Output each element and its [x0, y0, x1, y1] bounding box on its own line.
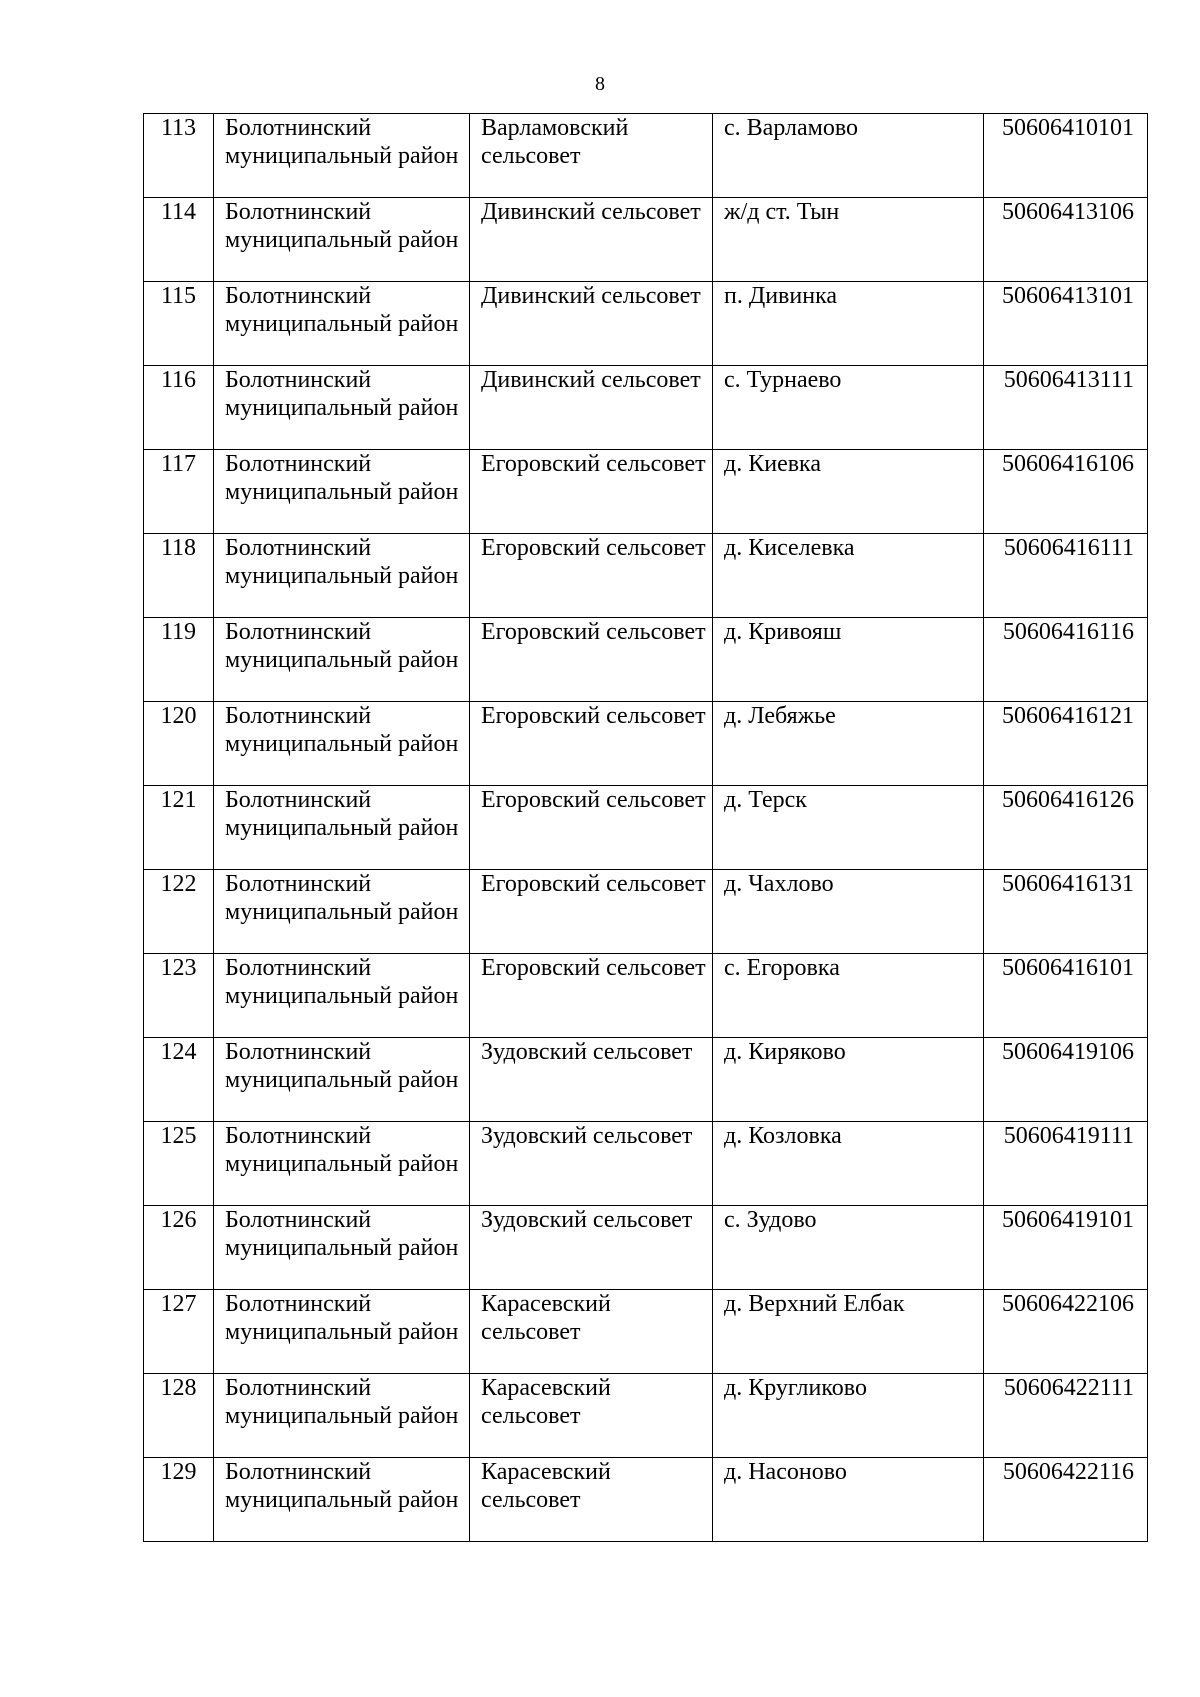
settlement-text: Егоровский сельсовет	[481, 955, 706, 981]
row-number-cell	[144, 282, 214, 366]
row-number-text: 115	[160, 283, 197, 309]
code-text: 50606416131	[1002, 871, 1134, 897]
district-cell	[214, 1038, 470, 1122]
settlement-text: Зудовский сельсовет	[481, 1123, 693, 1149]
settlement-cell	[470, 282, 713, 366]
code-cell	[984, 114, 1148, 198]
settlement-cell	[470, 870, 713, 954]
row-number-cell	[144, 1122, 214, 1206]
code-cell	[984, 870, 1148, 954]
district-text: Болотнинский муниципальный район	[225, 955, 459, 1009]
settlement-cell	[470, 1374, 713, 1458]
settlement-text: Егоровский сельсовет	[481, 703, 706, 729]
table-row	[144, 954, 1148, 1038]
locality-cell	[713, 1290, 984, 1374]
settlement-cell	[470, 954, 713, 1038]
row-number-cell	[144, 1290, 214, 1374]
locality-text: д. Кругликово	[724, 1375, 867, 1401]
table-row	[144, 534, 1148, 618]
locality-cell	[713, 1122, 984, 1206]
district-text: Болотнинский муниципальный район	[225, 871, 459, 925]
code-text: 50606413106	[1002, 199, 1134, 225]
code-cell	[984, 1206, 1148, 1290]
locality-text: с. Турнаево	[724, 367, 842, 393]
table-row	[144, 702, 1148, 786]
district-text: Болотнинский муниципальный район	[225, 1291, 459, 1345]
row-number-text: 113	[160, 115, 197, 141]
district-cell	[214, 618, 470, 702]
code-cell	[984, 366, 1148, 450]
code-cell	[984, 954, 1148, 1038]
settlement-cell	[470, 198, 713, 282]
district-cell	[214, 1458, 470, 1542]
code-cell	[984, 702, 1148, 786]
code-text: 50606416106	[1002, 451, 1134, 477]
code-text: 50606416126	[1002, 787, 1134, 813]
district-text: Болотнинский муниципальный район	[225, 1375, 459, 1429]
row-number-text: 121	[160, 787, 197, 813]
row-number-cell	[144, 366, 214, 450]
district-text: Болотнинский муниципальный район	[225, 1039, 459, 1093]
settlement-cell	[470, 114, 713, 198]
locality-cell	[713, 198, 984, 282]
table-row	[144, 198, 1148, 282]
locality-text: с. Варламово	[724, 115, 858, 141]
row-number-text: 128	[160, 1375, 197, 1401]
settlement-cell	[470, 1038, 713, 1122]
table-row	[144, 618, 1148, 702]
district-text: Болотнинский муниципальный район	[225, 1123, 459, 1177]
table-row	[144, 1038, 1148, 1122]
settlement-text: Зудовский сельсовет	[481, 1039, 693, 1065]
code-cell	[984, 450, 1148, 534]
locality-cell	[713, 1206, 984, 1290]
district-text: Болотнинский муниципальный район	[225, 199, 459, 253]
settlement-cell	[470, 450, 713, 534]
locality-cell	[713, 618, 984, 702]
code-text: 50606422116	[1002, 1459, 1134, 1485]
locality-cell	[713, 870, 984, 954]
district-cell	[214, 1290, 470, 1374]
district-text: Болотнинский муниципальный район	[225, 367, 459, 421]
code-cell	[984, 786, 1148, 870]
table-row	[144, 450, 1148, 534]
district-cell	[214, 198, 470, 282]
locality-cell	[713, 954, 984, 1038]
row-number-cell	[144, 954, 214, 1038]
row-number-cell	[144, 450, 214, 534]
district-cell	[214, 1122, 470, 1206]
code-cell	[984, 1122, 1148, 1206]
row-number-text: 122	[160, 871, 197, 897]
row-number-cell	[144, 786, 214, 870]
code-cell	[984, 1458, 1148, 1542]
district-cell	[214, 870, 470, 954]
row-number-cell	[144, 1374, 214, 1458]
table-row	[144, 870, 1148, 954]
settlement-cell	[470, 702, 713, 786]
code-text: 50606422106	[1002, 1291, 1134, 1317]
row-number-cell	[144, 618, 214, 702]
settlement-text: Егоровский сельсовет	[481, 619, 706, 645]
district-text: Болотнинский муниципальный район	[225, 787, 459, 841]
district-cell	[214, 282, 470, 366]
row-number-text: 129	[160, 1459, 197, 1485]
code-text: 50606413101	[1002, 283, 1134, 309]
settlement-text: Карасевский сельсовет	[481, 1375, 611, 1429]
locality-text: с. Зудово	[724, 1207, 817, 1233]
settlement-text: Егоровский сельсовет	[481, 451, 706, 477]
row-number-cell	[144, 1038, 214, 1122]
settlement-text: Карасевский сельсовет	[481, 1291, 611, 1345]
settlement-cell	[470, 786, 713, 870]
table-row	[144, 366, 1148, 450]
code-text: 50606416101	[1002, 955, 1134, 981]
settlement-text: Дивинский сельсовет	[481, 367, 701, 393]
district-cell	[214, 114, 470, 198]
code-cell	[984, 282, 1148, 366]
row-number-cell	[144, 870, 214, 954]
settlement-cell	[470, 1458, 713, 1542]
table-row	[144, 1206, 1148, 1290]
locality-text: д. Козловка	[724, 1123, 842, 1149]
row-number-cell	[144, 1458, 214, 1542]
code-cell	[984, 618, 1148, 702]
locality-cell	[713, 1458, 984, 1542]
settlement-text: Варламовский сельсовет	[481, 115, 629, 169]
settlement-text: Дивинский сельсовет	[481, 199, 701, 225]
settlement-text: Егоровский сельсовет	[481, 535, 706, 561]
locality-text: с. Егоровка	[724, 955, 840, 981]
district-text: Болотнинский муниципальный район	[225, 115, 459, 169]
row-number-text: 119	[160, 619, 197, 645]
code-cell	[984, 1290, 1148, 1374]
locality-text: д. Чахлово	[724, 871, 834, 897]
locality-cell	[713, 1038, 984, 1122]
locality-text: д. Киевка	[724, 451, 821, 477]
code-text: 50606416121	[1002, 703, 1134, 729]
code-text: 50606419101	[1002, 1207, 1134, 1233]
locality-text: д. Киряково	[724, 1039, 846, 1065]
settlement-cell	[470, 1206, 713, 1290]
district-cell	[214, 450, 470, 534]
row-number-cell	[144, 534, 214, 618]
district-cell	[214, 1374, 470, 1458]
district-text: Болотнинский муниципальный район	[225, 703, 459, 757]
settlement-cell	[470, 366, 713, 450]
locality-text: д. Лебяжье	[724, 703, 836, 729]
code-cell	[984, 1038, 1148, 1122]
page-number: 8	[595, 73, 605, 95]
code-cell	[984, 198, 1148, 282]
table-row	[144, 1122, 1148, 1206]
row-number-text: 120	[160, 703, 197, 729]
locality-text: д. Киселевка	[724, 535, 855, 561]
settlement-text: Дивинский сельсовет	[481, 283, 701, 309]
settlement-cell	[470, 1290, 713, 1374]
row-number-cell	[144, 114, 214, 198]
locality-cell	[713, 534, 984, 618]
district-cell	[214, 954, 470, 1038]
row-number-text: 116	[160, 367, 197, 393]
row-number-text: 126	[160, 1207, 197, 1233]
table-row	[144, 282, 1148, 366]
settlement-text: Зудовский сельсовет	[481, 1207, 693, 1233]
district-text: Болотнинский муниципальный район	[225, 619, 459, 673]
code-text: 50606410101	[1002, 115, 1134, 141]
settlements-table	[143, 113, 1148, 1542]
district-cell	[214, 1206, 470, 1290]
code-cell	[984, 1374, 1148, 1458]
district-text: Болотнинский муниципальный район	[225, 535, 459, 589]
district-text: Болотнинский муниципальный район	[225, 451, 459, 505]
row-number-text: 127	[160, 1291, 197, 1317]
locality-text: д. Терск	[724, 787, 807, 813]
settlement-text: Егоровский сельсовет	[481, 871, 706, 897]
settlement-cell	[470, 534, 713, 618]
locality-text: д. Кривояш	[724, 619, 842, 645]
locality-cell	[713, 702, 984, 786]
table-row	[144, 1374, 1148, 1458]
locality-text: д. Верхний Елбак	[724, 1291, 905, 1317]
locality-cell	[713, 114, 984, 198]
code-text: 50606416111	[1003, 535, 1134, 561]
table-body	[144, 114, 1148, 1542]
locality-cell	[713, 282, 984, 366]
row-number-cell	[144, 198, 214, 282]
code-cell	[984, 534, 1148, 618]
code-text: 50606416116	[1002, 619, 1134, 645]
district-cell	[214, 366, 470, 450]
district-text: Болотнинский муниципальный район	[225, 1207, 459, 1261]
settlement-cell	[470, 618, 713, 702]
district-cell	[214, 702, 470, 786]
settlement-text: Карасевский сельсовет	[481, 1459, 611, 1513]
district-text: Болотнинский муниципальный район	[225, 283, 459, 337]
settlement-cell	[470, 1122, 713, 1206]
table-row	[144, 114, 1148, 198]
row-number-text: 117	[160, 451, 197, 477]
locality-text: ж/д ст. Тын	[724, 199, 840, 225]
district-cell	[214, 786, 470, 870]
code-text: 50606413111	[1003, 367, 1134, 393]
table-row	[144, 1290, 1148, 1374]
row-number-text: 114	[160, 199, 197, 225]
row-number-text: 124	[160, 1039, 197, 1065]
locality-cell	[713, 786, 984, 870]
row-number-cell	[144, 1206, 214, 1290]
row-number-cell	[144, 702, 214, 786]
locality-cell	[713, 450, 984, 534]
row-number-text: 123	[160, 955, 197, 981]
code-text: 50606422111	[1003, 1375, 1134, 1401]
locality-text: д. Насоново	[724, 1459, 847, 1485]
locality-cell	[713, 1374, 984, 1458]
locality-cell	[713, 366, 984, 450]
row-number-text: 125	[160, 1123, 197, 1149]
row-number-text: 118	[160, 535, 197, 561]
code-text: 50606419106	[1002, 1039, 1134, 1065]
district-text: Болотнинский муниципальный район	[225, 1459, 459, 1513]
locality-text: п. Дивинка	[724, 283, 838, 309]
table-row	[144, 1458, 1148, 1542]
table-row	[144, 786, 1148, 870]
settlement-text: Егоровский сельсовет	[481, 787, 706, 813]
district-cell	[214, 534, 470, 618]
code-text: 50606419111	[1003, 1123, 1134, 1149]
